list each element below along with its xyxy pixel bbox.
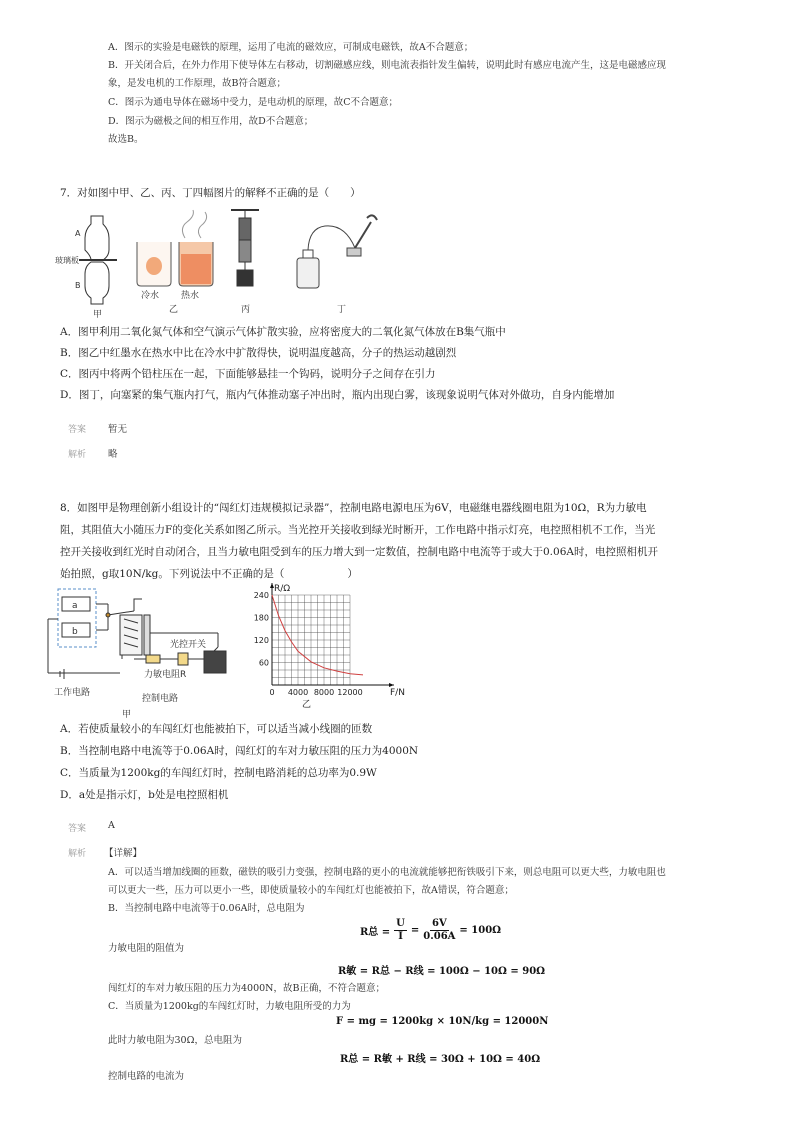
- q8-option-a: A．若使质量较小的车闯红灯也能被拍下，可以适当减小线圈的匝数: [60, 723, 373, 735]
- q7-fig-ding: [297, 215, 377, 288]
- chart-ticks: [254, 591, 363, 697]
- q7-label-ding: 丁: [337, 305, 347, 315]
- q8-option-b: B．当控制电路中电流等于0.06A时，闯红灯的车对力敏压阻的压力为4000N: [60, 745, 419, 757]
- q7-fig-bing: [231, 210, 259, 286]
- q8-circuit: [42, 585, 242, 719]
- q8-analysis-line1: A．可以适当增加线圈的匝数，磁铁的吸引力变强，控制电路的更小的电流就能够把衔铁吸引下来，则总电阻可以更大些，力敏电阻也: [108, 867, 666, 878]
- q8-equation-total-resistance: [360, 916, 501, 944]
- x-tick-label: 4000: [287, 688, 309, 697]
- q8-analysis-line2: 可以更大一些，压力可以更小一些，即使质量较小的车闯红灯也能被拍下，故A错误，符合题意；: [108, 885, 514, 896]
- q7-label-jia: 甲: [93, 310, 103, 320]
- q7-label-bing: 丙: [241, 305, 251, 315]
- q7-label-cold: 冷水: [141, 291, 160, 301]
- q8-line-c: C．当质量为1200kg的车闯红灯时，力敏电阻所受的力为: [108, 1001, 351, 1012]
- q8-stem-line2: 阻，其阻值大小随压力F的变化关系如图乙所示。当光控开关接收到绿光时断开，工作电路中指示灯亮，电控照相机不工作，当光: [60, 524, 656, 536]
- q8-option-d: D．a处是指示灯，b处是电控照相机: [60, 789, 229, 801]
- prev-option-b: B．开关闭合后，在外力作用下使导体左右移动，切割磁感应线，则电流表指针发生偏转，说明此时有感应电流产生，这是电磁感应现: [108, 60, 666, 71]
- q7-label-yi: 乙: [169, 305, 179, 315]
- q7-option-c: C．图丙中将两个铅柱压在一起，下面能够悬挂一个钩码，说明分子之间存在引力: [60, 368, 436, 380]
- q8-answer-label: 答案: [68, 824, 87, 834]
- q8-label-work: 工作电路: [54, 688, 91, 698]
- q8-stem-line3: 控开关接收到红光时自动闭合，且当力敏电阻受到车的压力增大到一定数值，控制电路中电流等于或大于0.06A时，电控照相机开: [60, 546, 658, 558]
- q8-label-switch: 光控开关: [170, 640, 207, 650]
- x-tick-label: 12000: [337, 688, 363, 697]
- chart-xlabel: F/N: [390, 688, 405, 698]
- chart-axes: [270, 583, 394, 687]
- eq1-fraction-1: [394, 918, 407, 943]
- q8-equation-force: F = mg = 1200kg × 10N/kg = 12000N: [336, 1016, 549, 1027]
- q8-line-force-resistor: 力敏电阻的阻值为: [108, 943, 185, 954]
- eq1-rhs: = 100Ω: [459, 924, 502, 936]
- q7-label-a: A: [75, 229, 81, 238]
- q8-resistance-chart: [248, 581, 408, 723]
- q8-stem-line1: 8．如图甲是物理创新小组设计的“闯红灯违规模拟记录器”，控制电路电源电压为6V，电磁继电器线圈电阻为10Ω，R为力敏电: [60, 502, 647, 514]
- chart-ylabel: R/Ω: [274, 584, 291, 594]
- q8-stem-line4: 始拍照，g取10N/kg。下列说法中不正确的是（ ）: [60, 568, 358, 580]
- chart-caption: 乙: [302, 700, 312, 710]
- eq1-lhs: R总 =: [360, 926, 391, 938]
- q7-option-b: B．图乙中红墨水在热水中比在冷水中扩散得快，说明温度越高，分子的热运动越剧烈: [60, 347, 457, 359]
- q7-option-a: A．图甲利用二氧化氮气体和空气演示气体扩散实验，应将密度大的二氧化氮气体放在B集气瓶中: [60, 326, 506, 338]
- y-tick-label: 120: [253, 636, 269, 645]
- y-tick-label: 180: [253, 613, 269, 623]
- q8-analysis-label: 解析: [68, 849, 87, 859]
- q8-answer: A: [108, 820, 115, 831]
- prev-option-a: A．图示的实验是电磁铁的原理，运用了电流的磁效应，可制成电磁铁，故A不合题意；: [108, 42, 474, 53]
- q8-label-a: a: [72, 601, 78, 611]
- q7-label-b: B: [75, 281, 81, 290]
- x-axis-arrow: [389, 683, 394, 687]
- q7-figure: [55, 208, 395, 320]
- y-tick-label: 60: [258, 658, 269, 668]
- q8-line-c3: 控制电路的电流为: [108, 1071, 185, 1082]
- x-tick-label: 0: [269, 688, 275, 697]
- q7-label-glass: 玻璃板: [55, 256, 79, 265]
- q7-fig-yi: [137, 210, 213, 286]
- eq1-mid: =: [410, 924, 420, 936]
- q7-label-hot: 热水: [181, 291, 200, 301]
- q7-answer-label: 答案: [68, 425, 87, 435]
- q8-label-jia: 甲: [122, 710, 132, 719]
- q8-detail-title: 【详解】: [104, 848, 143, 859]
- eq1-frac1-num: U: [396, 917, 405, 929]
- x-tick-label: 8000: [313, 688, 335, 697]
- prev-option-b-cont: 象，是发电机的工作原理，故B符合题意；: [108, 78, 286, 89]
- q8-option-c: C．当质量为1200kg的车闯红灯时，控制电路消耗的总功率为0.9W: [60, 767, 377, 779]
- eq1-fraction-2: [423, 918, 455, 943]
- q7-analysis-label: 解析: [68, 450, 87, 460]
- q7-stem: 7．对如图中甲、乙、丙、丁四幅图片的解释不正确的是（ ）: [60, 187, 361, 199]
- q8-line-c2: 此时力敏电阻为30Ω，总电阻为: [108, 1035, 242, 1046]
- q7-answer: 暂无: [108, 424, 128, 435]
- q8-equation-sensor-resistance: R敏 = R总 − R线 = 100Ω − 10Ω = 90Ω: [338, 966, 546, 977]
- q8-line-b-result: 闯红灯的车对力敏压阻的压力为4000N，故B正确，不符合题意；: [108, 983, 385, 994]
- prev-conclusion: 故选B。: [108, 134, 144, 145]
- q8-analysis-line3: B．当控制电路中电流等于0.06A时，总电阻为: [108, 903, 305, 914]
- q7-option-d: D．图丁，向塞紧的集气瓶内打气，瓶内气体推动塞子冲出时，瓶内出现白雾，该现象说明气体对外做功，自身内能增加: [60, 389, 615, 401]
- q8-label-b: b: [72, 627, 78, 637]
- eq1-frac2-den: 0.06A: [423, 930, 456, 942]
- prev-option-c: C．图示为通电导体在磁场中受力，是电动机的原理，故C不合题意；: [108, 97, 399, 108]
- q8-equation-total-resistance-2: R总 = R敏 + R线 = 30Ω + 10Ω = 40Ω: [340, 1054, 541, 1065]
- q7-analysis: 略: [108, 449, 118, 460]
- q8-label-resistor: 力敏电阻R: [144, 670, 187, 680]
- eq1-frac2-num: 6V: [432, 917, 447, 929]
- q8-label-control: 控制电路: [142, 694, 179, 704]
- eq1-frac1-den: I: [398, 930, 403, 942]
- q7-fig-jia: [79, 216, 117, 304]
- prev-option-d: D．图示为磁极之间的相互作用，故D不合题意；: [108, 116, 314, 127]
- y-tick-label: 240: [253, 591, 269, 600]
